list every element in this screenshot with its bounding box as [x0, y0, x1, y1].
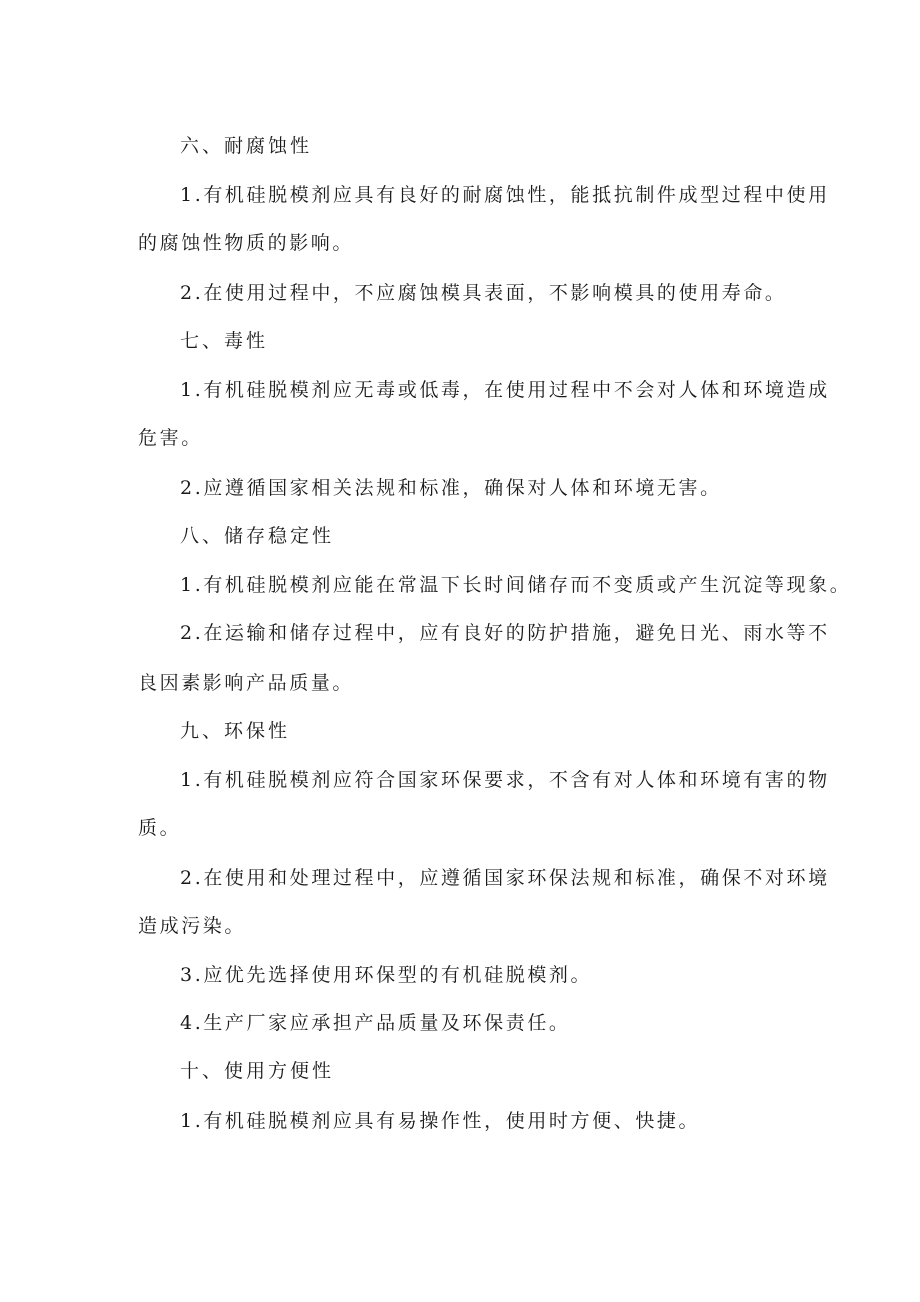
section-heading-7: 七、毒性 — [180, 330, 269, 352]
paragraph-line: 3.应优先选择使用环保型的有机硅脱模剂。 — [180, 964, 593, 986]
section-heading-6: 六、耐腐蚀性 — [180, 135, 313, 157]
paragraph-line: 造成污染。 — [138, 915, 247, 937]
paragraph-line: 危害。 — [138, 427, 203, 449]
paragraph-line: 2.在使用和处理过程中，应遵循国家环保法规和标准，确保不对环境 — [180, 867, 830, 889]
paragraph-line: 4.生产厂家应承担产品质量及环保责任。 — [180, 1012, 571, 1034]
paragraph-line: 1.有机硅脱模剂应具有良好的耐腐蚀性，能抵抗制件成型过程中使用 — [180, 184, 830, 206]
section-heading-8: 八、储存稳定性 — [180, 525, 335, 547]
paragraph-line: 的腐蚀性物质的影响。 — [138, 232, 355, 254]
paragraph-line: 1.有机硅脱模剂应能在常温下长时间储存而不变质或产生沉淀等现象。 — [180, 574, 852, 596]
paragraph-line: 1.有机硅脱模剂应具有易操作性，使用时方便、快捷。 — [180, 1110, 701, 1132]
paragraph-line: 2.在使用过程中，不应腐蚀模具表面，不影响模具的使用寿命。 — [180, 282, 787, 304]
paragraph-line: 2.应遵循国家相关法规和标准，确保对人体和环境无害。 — [180, 477, 722, 499]
paragraph-line: 1.有机硅脱模剂应无毒或低毒，在使用过程中不会对人体和环境造成 — [180, 379, 830, 401]
paragraph-line: 2.在运输和储存过程中，应有良好的防护措施，避免日光、雨水等不 — [180, 622, 830, 644]
paragraph-line: 良因素影响产品质量。 — [138, 672, 355, 694]
section-heading-10: 十、使用方便性 — [180, 1060, 335, 1082]
paragraph-line: 质。 — [138, 817, 182, 839]
paragraph-line: 1.有机硅脱模剂应符合国家环保要求，不含有对人体和环境有害的物 — [180, 769, 830, 791]
section-heading-9: 九、环保性 — [180, 720, 291, 742]
